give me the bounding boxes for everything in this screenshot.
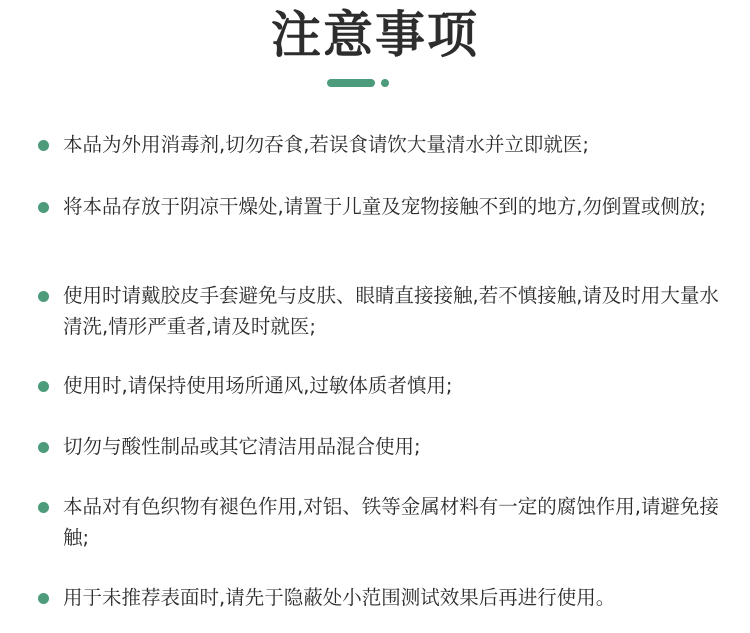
bullet-icon (38, 140, 49, 151)
list-item-text: 用于未推荐表面时,请先于隐蔽处小范围测试效果后再进行使用。 (63, 586, 616, 609)
bullet-icon (38, 593, 49, 604)
bullet-icon (38, 502, 49, 513)
bullet-icon (38, 381, 49, 392)
list-item-text: 本品对有色织物有褪色作用,对铝、铁等金属材料有一定的腐蚀作用,请避免接触; (63, 495, 719, 549)
bullet-icon (38, 442, 49, 453)
bullet-icon (38, 202, 49, 213)
bullet-icon (38, 291, 49, 302)
list-item-text: 本品为外用消毒剂,切勿吞食,若误食请饮大量清水并立即就医; (63, 133, 589, 156)
list-item-text: 将本品存放于阴凉干燥处,请置于儿童及宠物接触不到的地方,勿倒置或侧放; (63, 195, 706, 218)
list-item-text: 使用时请戴胶皮手套避免与皮肤、眼睛直接接触,若不慎接触,请及时用大量水清洗,情形严重者,请及时就医; (63, 284, 719, 338)
list-item-text: 切勿与酸性制品或其它清洁用品混合使用; (63, 435, 421, 458)
list-item-text: 使用时,请保持使用场所通风,过敏体质者慎用; (63, 374, 453, 397)
page-title: 注意事项 (271, 6, 479, 64)
